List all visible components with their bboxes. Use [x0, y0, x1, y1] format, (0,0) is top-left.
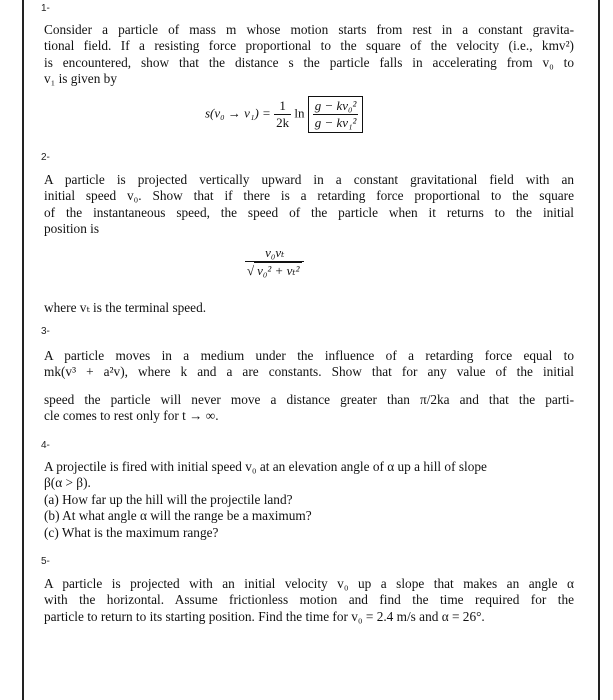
- problem-number-4: 4-: [41, 440, 50, 451]
- problem-1-line: v₁ is given by: [44, 71, 117, 87]
- problem-2-equation: [245, 245, 304, 279]
- speed-denominator: √ v₀² + vₜ²: [245, 262, 304, 279]
- problem-4-text: [44, 459, 574, 541]
- problem-2-line: initial speed v₀. Show that if there is a retarding force proportional to the square: [44, 188, 574, 204]
- problem-3-line: mk(v³ + a²v), where k and a are constants. Show that for any value of the initial: [44, 364, 574, 380]
- problem-2-after: [44, 300, 574, 316]
- problem-1-line: Consider a particle of mass m whose motion starts from rest in a constant gravita-: [44, 22, 574, 37]
- problem-2-text: [44, 172, 574, 238]
- problem-4-line: β(α > β).: [44, 475, 91, 491]
- problem-number-5: 5-: [41, 556, 50, 567]
- ln-argument: [308, 96, 364, 133]
- problem-4-line: (b) At what angle α will the range be a maximum?: [44, 508, 312, 524]
- problem-3-line: A particle moves in a medium under the influence of a retarding force equal to: [44, 348, 574, 363]
- problem-1-line: is encountered, show that the distance s the particle falls in accelerating from v₀ to: [44, 54, 574, 70]
- coefficient-fraction: [274, 98, 291, 131]
- problem-1-text: [44, 22, 574, 88]
- problem-4-line: (c) What is the maximum range?: [44, 524, 219, 540]
- problem-2-line: A particle is projected vertically upward in a constant gravitational field with an: [44, 172, 574, 187]
- problem-5-text: [44, 576, 574, 625]
- ln-fraction: [313, 98, 359, 131]
- equation-lhs: s(v₀ → v₁) =: [205, 105, 271, 121]
- problem-2-line: position is: [44, 221, 100, 237]
- ln-operator: ln: [294, 105, 305, 121]
- problem-3-line: cle comes to rest only for t → ∞.: [44, 408, 219, 424]
- problem-number-2: 2-: [41, 152, 50, 163]
- problem-5-line: particle to return to its starting position. Find the time for v₀ = 2.4 m/s and α = 26°.: [44, 608, 485, 624]
- coefficient-numerator: 1: [274, 98, 291, 115]
- speed-fraction: [245, 245, 304, 279]
- right-border: [598, 0, 600, 700]
- problem-3-text-a: [44, 348, 574, 381]
- sqrt-radicand: v₀² + vₜ²: [254, 262, 302, 279]
- ln-numerator: g − kv₀²: [314, 98, 357, 113]
- problem-3-line: speed the particle will never move a distance greater than π/2ka and that the parti-: [44, 392, 574, 407]
- problem-number-3: 3-: [41, 326, 50, 337]
- left-border: [22, 0, 24, 700]
- problem-1-equation: [205, 96, 363, 133]
- problem-number-1: 1-: [41, 3, 50, 14]
- problem-4-line: (a) How far up the hill will the projectile land?: [44, 491, 293, 507]
- problem-3-text-b: [44, 392, 574, 425]
- problem-2-after-line: where vₜ is the terminal speed.: [44, 300, 207, 315]
- problem-1-line: tional field. If a resisting force proportional to the square of the velocity (i.e., kmv²): [44, 38, 574, 54]
- problem-2-line: of the instantaneous speed, the speed of the particle when it returns to the initial: [44, 204, 574, 220]
- speed-numerator: v₀vₜ: [245, 245, 304, 262]
- problem-5-line: with the horizontal. Assume frictionless motion and find the time required for the: [44, 592, 574, 608]
- problem-5-line: A particle is projected with an initial velocity v₀ up a slope that makes an angle α: [44, 576, 574, 591]
- coefficient-denominator: 2k: [276, 115, 290, 130]
- problem-4-line: A projectile is fired with initial speed v₀ at an elevation angle of α up a hill of slope: [44, 459, 487, 474]
- ln-denominator: g − kv₁²: [314, 115, 357, 130]
